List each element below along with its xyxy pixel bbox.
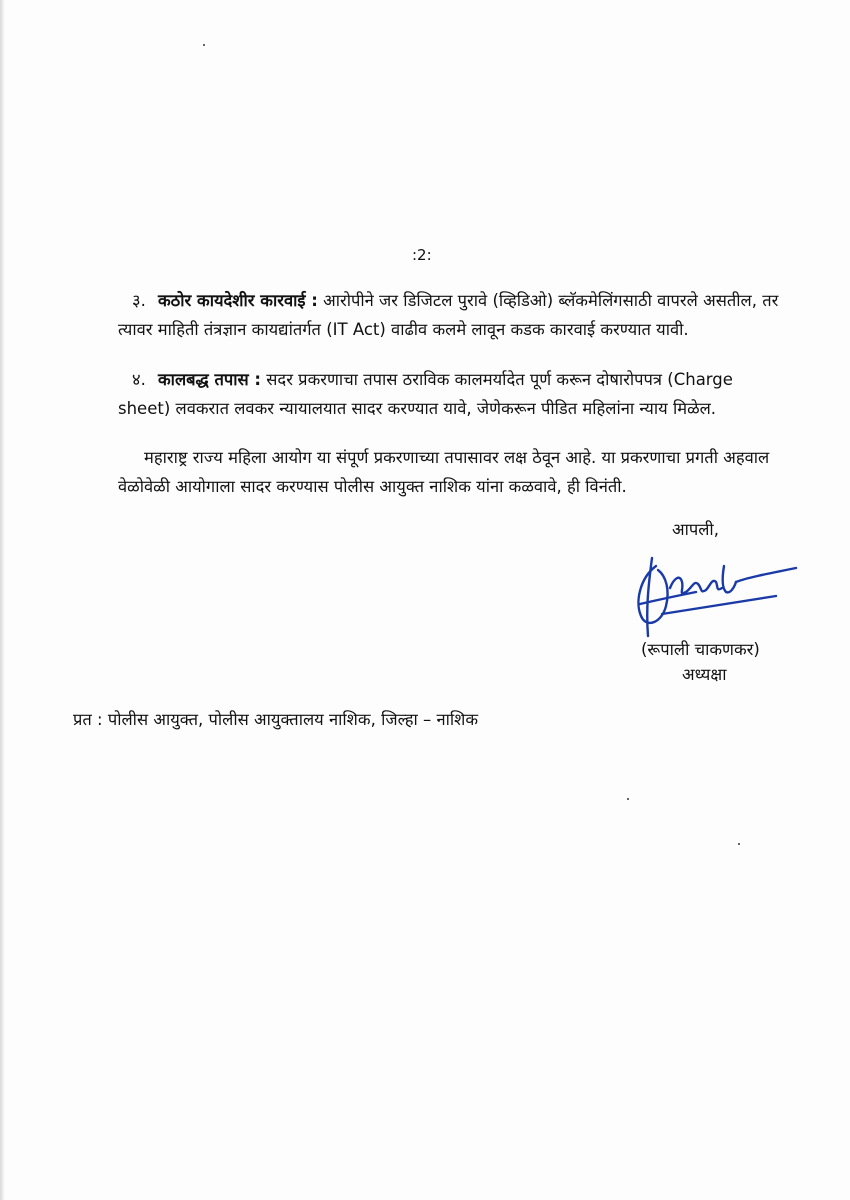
salutation: आपली,: [672, 520, 719, 539]
list-item-body: आरोपीने जर डिजिटल पुरावे (व्हिडिओ) ब्लॅकमेलिंगसाठी वापरले असतील, तर त्यावर माहिती तंत्रज्ञान कायद्यांतर्गत (IT Act) वाढीव कलमे लावून कडक कारवाई करण्यात यावी.: [118, 291, 779, 339]
scan-speck: [738, 843, 740, 845]
list-item-text: [118, 286, 783, 344]
signature-strokes: [638, 558, 796, 636]
copy-to-line: प्रत : पोलीस आयुक्त, पोलीस आयुक्तालय नाशिक, जिल्हा – नाशिक: [73, 710, 479, 729]
list-item-3: [118, 286, 783, 344]
list-item-4: [118, 365, 783, 423]
handwritten-signature: [626, 548, 806, 638]
list-item-heading: कालबद्ध तपास :: [158, 370, 262, 389]
list-item-number: ४.: [132, 370, 146, 389]
signatory-title: अध्यक्षा: [682, 665, 727, 684]
scan-edge-shadow: [0, 0, 5, 1200]
page-number: :2:: [412, 246, 432, 264]
scan-speck: [627, 798, 629, 800]
list-item-number: ३.: [132, 291, 146, 310]
list-item-body: सदर प्रकरणाचा तपास ठराविक कालमर्यादेत पूर्ण करून दोषारोपपत्र (Charge sheet) लवकरात लवकर न्यायालयात सादर करण्यात यावे, जेणेकरून पीडित महिलांना न्याय मिळेल.: [118, 370, 733, 418]
list-item-text: [118, 365, 783, 423]
list-item-heading: कठोर कायदेशीर कारवाई :: [158, 291, 318, 310]
closing-paragraph: महाराष्ट्र राज्य महिला आयोग या संपूर्ण प्रकरणाच्या तपासावर लक्ष ठेवून आहे. या प्रकरणाचा प्रगती अहवाल वेळोवेळी आयोगाला सादर करण्यास पोलीस आयुक्त नाशिक यांना कळवावे, ही विनंती.: [118, 448, 770, 496]
scan-speck: [203, 44, 205, 46]
signatory-name: (रूपाली चाकणकर): [641, 640, 760, 659]
